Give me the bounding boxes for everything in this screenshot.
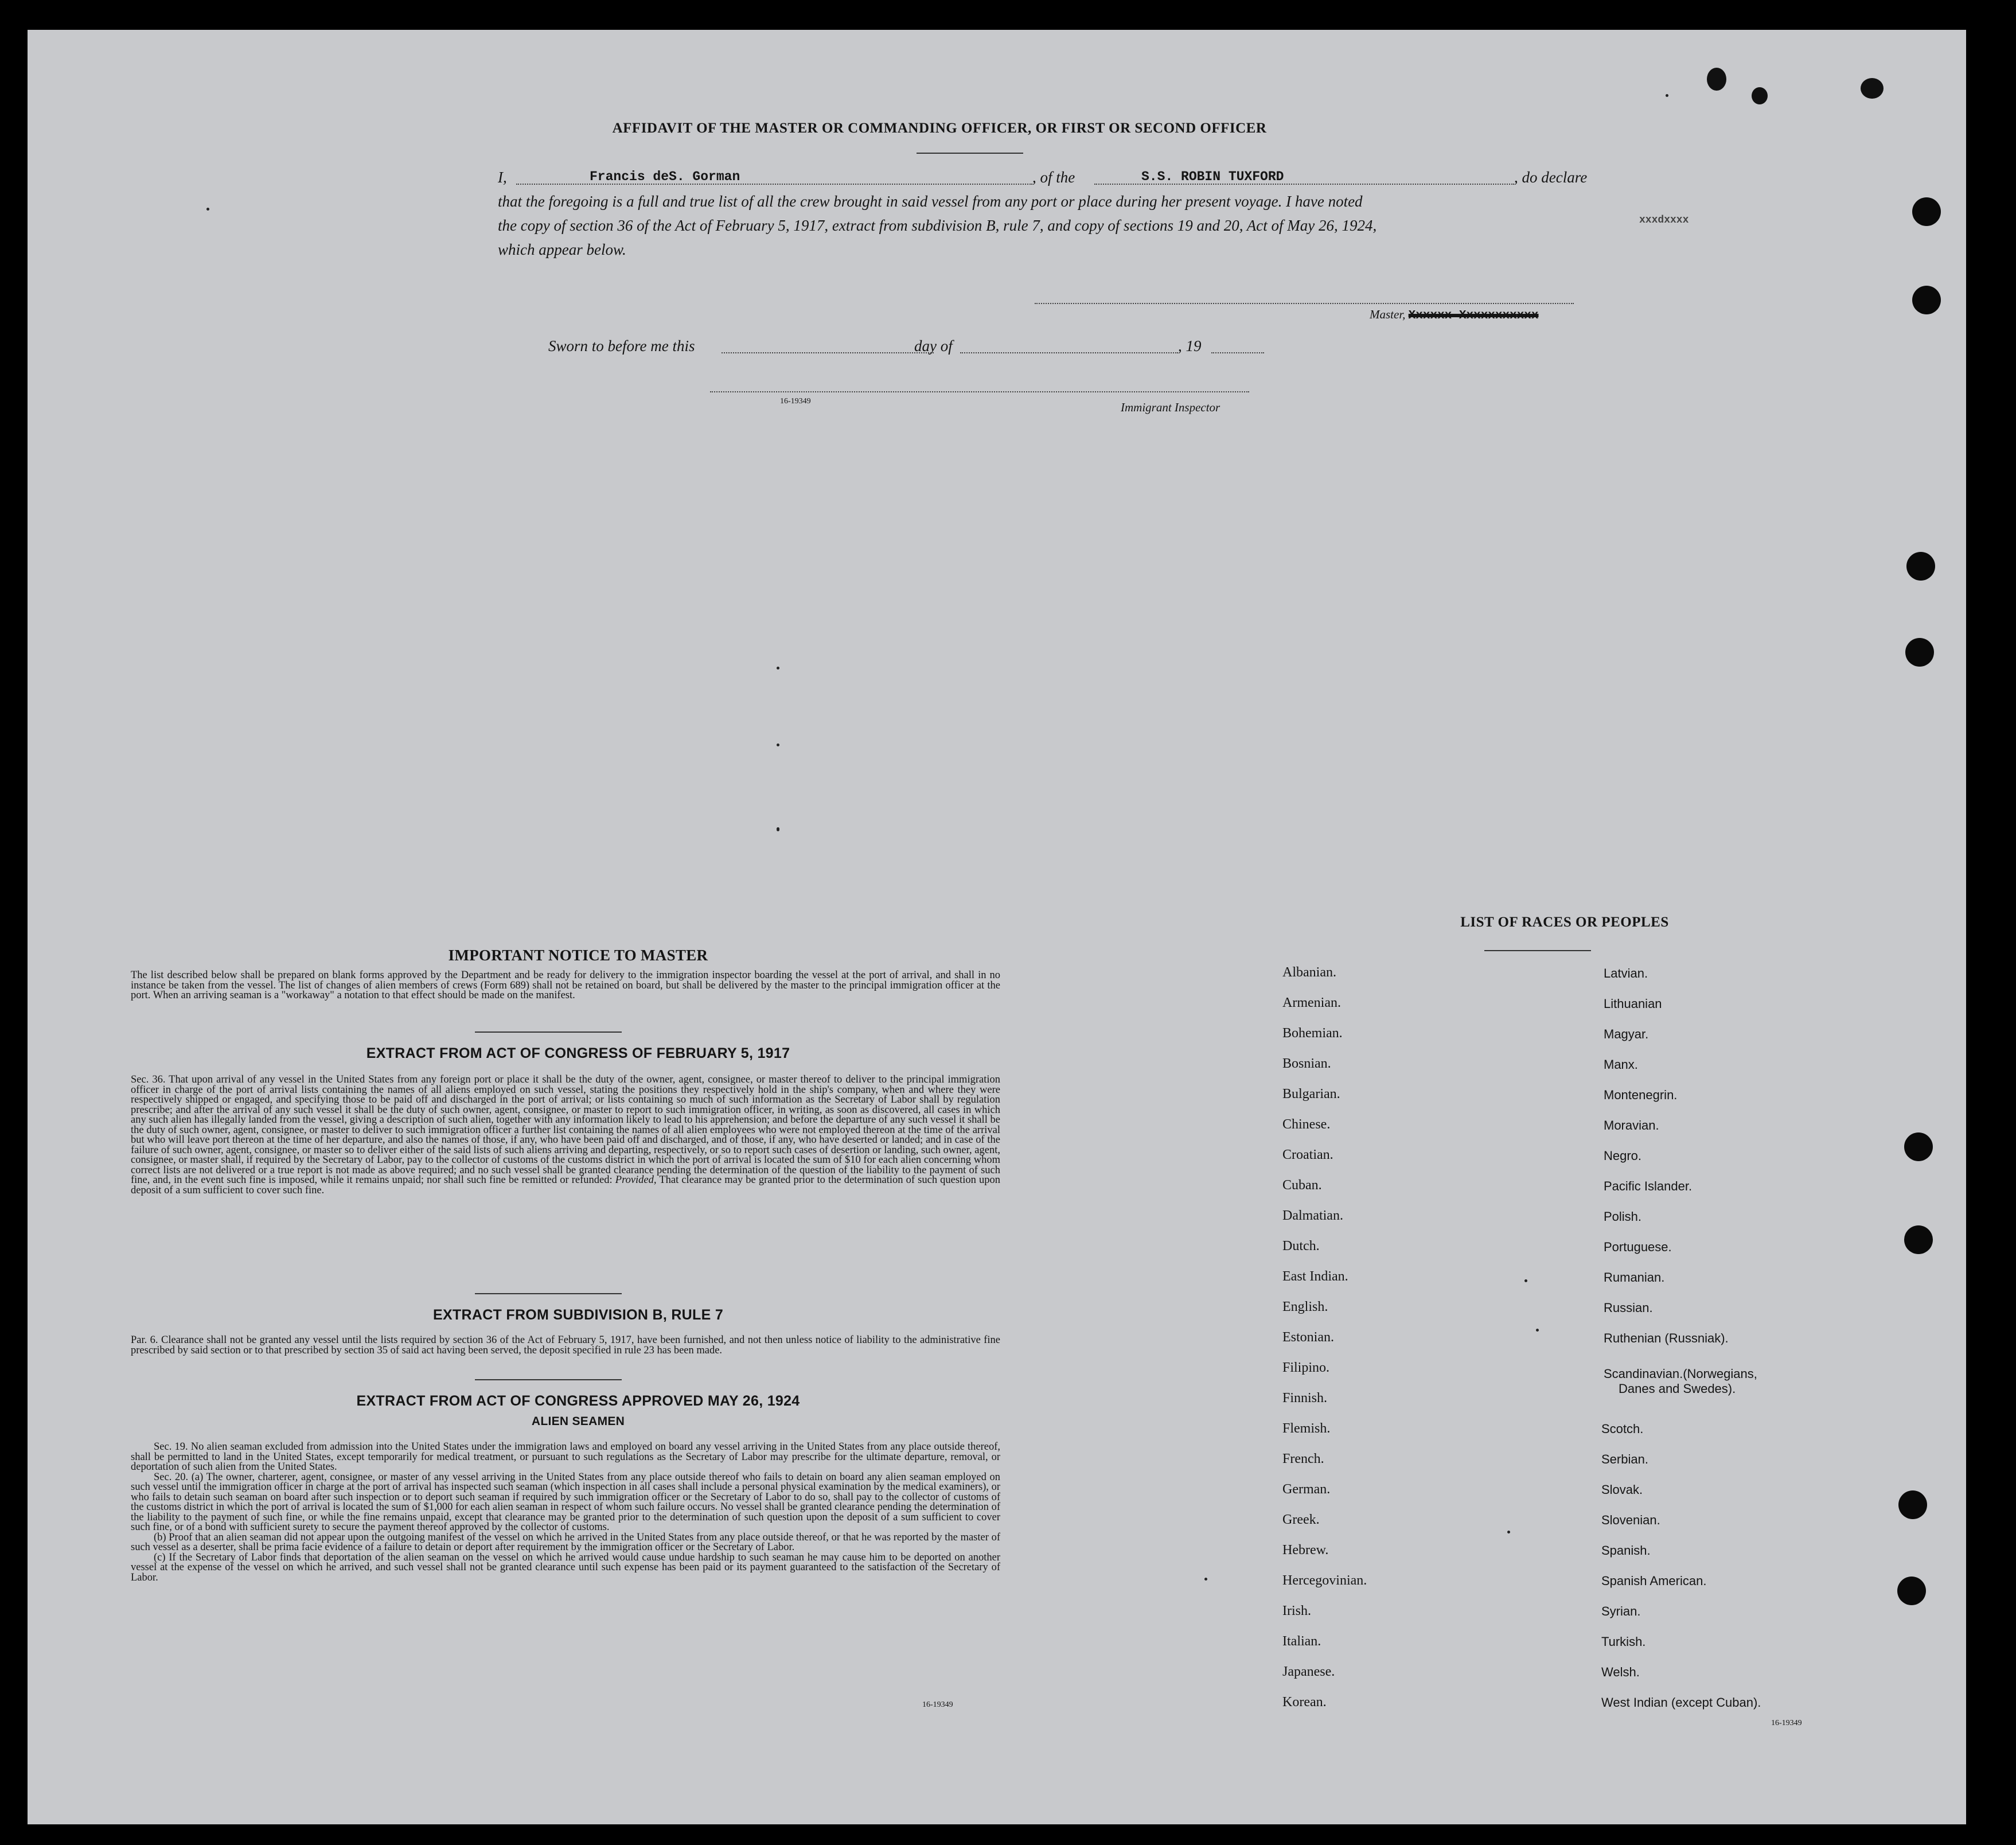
punch-hole	[1912, 197, 1941, 226]
sworn-date-line	[722, 352, 934, 353]
speck	[1536, 1329, 1539, 1332]
race-item: Welsh.	[1601, 1665, 1640, 1679]
race-item: Magyar.	[1604, 1027, 1649, 1041]
race-item: Finnish.	[1282, 1391, 1328, 1406]
speck	[206, 208, 209, 211]
race-item: Armenian.	[1282, 995, 1341, 1010]
race-item: Syrian.	[1601, 1604, 1641, 1618]
race-item: Albanian.	[1282, 965, 1336, 980]
race-item: Serbian.	[1601, 1452, 1648, 1466]
affidavit-form-number: 16-19349	[780, 397, 811, 406]
master-label: Master,	[1370, 308, 1406, 321]
race-item: Danes and Swedes).	[1619, 1381, 1736, 1396]
race-item: Negro.	[1604, 1149, 1642, 1163]
act-1917-title: EXTRACT FROM ACT OF CONGRESS OF FEBRUARY 5, 1917	[366, 1045, 790, 1061]
race-item: Scandinavian.(Norwegians,	[1604, 1367, 1757, 1381]
sec-20c-text: (c) If the Secretary of Labor finds that deportation of the alien seaman on the vessel on which he arrived would cause undue hardship to such seaman he may cause him to be deported on another vessel at the expense of the vessel on which he arrived, and such vessel shall not be granted clearance until such expense has been paid or its payment guaranteed to the satisfaction of the Secretary of Labor.	[131, 1551, 1000, 1583]
race-item: Flemish.	[1282, 1421, 1331, 1436]
act-1917-provided: Provided,	[615, 1174, 657, 1186]
race-item: Moravian.	[1604, 1118, 1659, 1132]
affidavit-body-line1: that the foregoing is a full and true list of all the crew brought in said vessel from any port or place during her present voyage. I have noted	[498, 193, 1363, 210]
master-struck-suffix: xxx	[1516, 309, 1539, 322]
affidavit-prefix: I,	[498, 169, 507, 186]
race-item: Ruthenian (Russniak).	[1604, 1331, 1729, 1345]
race-item: Polish.	[1604, 1209, 1642, 1224]
ink-blot	[1861, 78, 1884, 99]
race-item: East Indian.	[1282, 1269, 1348, 1284]
sec-20b-text: (b) Proof that an alien seaman did not appear upon the outgoing manifest of the vessel on which he arrived in the United States from any place outside thereof, or that he was reported by the master of such vessel as a deserter, shall be prima facie evidence of a failure to detain or deport after requirement by the immigration officer or the Secretary of Labor.	[131, 1531, 1000, 1553]
punch-hole	[1898, 1490, 1927, 1519]
stray-mark: xxxdxxxx	[1639, 215, 1689, 226]
race-item: Croatian.	[1282, 1147, 1333, 1162]
speck	[777, 667, 779, 670]
sec-19-text: Sec. 19. No alien seaman excluded from admission into the United States under the immigration laws and employed on board any vessel arriving in the United States from any place outside thereof, shall be permitted to land in the United States, except temporarily for medical treatment, or pursuant to such regulations as the Secretary of Labor may prescribe for the ultimate departure, removal, or deportation of such alien from the United States.	[131, 1441, 1000, 1473]
speck	[1666, 94, 1668, 97]
sec-20a-text: Sec. 20. (a) The owner, charterer, agent, consignee, or master of any vessel arriving in the United States from any place outside thereof who fails to detain on board any alien seaman employed on such vessel until the immigration officer in charge at the port of arrival has inspected such seaman (which inspection in all cases shall include a personal physical examination by the medical examiners), or who fails to detain such seaman on board after such inspection or to deport such seaman if required by such immigration officer or the Secretary of Labor to do so, shall pay to the collector of customs of the customs district in which the port of arrival is located the sum of $1,000 for each alien seaman in respect of whom such failure occurs. No vessel shall be granted clearance pending the determination of the liability to the payment of such fine, or while the fine remains unpaid, except that clearance may be granted prior to the determination of such question upon the deposit of a sum sufficient to cover such fine, or of a bond with sufficient surety to secure the payment thereof approved by the collector of customs.	[131, 1471, 1000, 1533]
punch-hole	[1905, 638, 1934, 667]
inspector-label: Immigrant Inspector	[1121, 400, 1220, 414]
race-item: Pacific Islander.	[1604, 1179, 1693, 1193]
affidavit-body-line3: which appear below.	[498, 241, 626, 258]
race-item: Italian.	[1282, 1634, 1321, 1649]
ink-blot	[1752, 87, 1768, 104]
rule-7-title: EXTRACT FROM SUBDIVISION B, RULE 7	[432, 1307, 724, 1323]
affidavit-title: AFFIDAVIT OF THE MASTER OR COMMANDING OFFICER, OR FIRST OR SECOND OFFICER	[612, 120, 1267, 136]
punch-hole	[1904, 1132, 1933, 1161]
race-item: Korean.	[1282, 1695, 1327, 1710]
race-item: Irish.	[1282, 1603, 1311, 1618]
race-item: Latvian.	[1604, 966, 1648, 980]
section-rule	[475, 1032, 622, 1033]
race-item: French.	[1282, 1451, 1324, 1466]
act-form-number: 16-19349	[922, 1700, 953, 1709]
sworn-prefix: Sworn to before me this	[548, 337, 695, 355]
speck	[1524, 1279, 1527, 1282]
speck	[1204, 1578, 1207, 1581]
act-1924-text	[131, 1442, 1000, 1583]
races-form-number: 16-19349	[1771, 1719, 1802, 1727]
punch-hole	[1897, 1577, 1926, 1605]
race-item: Hebrew.	[1282, 1543, 1329, 1558]
notice-text: The list described below shall be prepared on blank forms approved by the Department and be ready for delivery to the immigration inspector boarding the vessel at the port of arrival, and shall in no instance be taken from the vessel. The list of changes of alien members of crews (Form 689) shall not be retained on board, but shall be delivered by the master to the principal immigration officer at the port. When an arriving seaman is a "workaway" a notation to that effect should be made on the manifest.	[131, 970, 1000, 1001]
sworn-day-label: day of	[914, 337, 953, 355]
race-item: Slovak.	[1601, 1482, 1643, 1497]
race-item: Scotch.	[1601, 1422, 1644, 1436]
race-item: Bohemian.	[1282, 1026, 1343, 1041]
race-item: Rumanian.	[1604, 1270, 1665, 1285]
sworn-year-label: , 19	[1178, 337, 1202, 355]
vessel-name: S.S. ROBIN TUXFORD	[1141, 169, 1284, 184]
race-item: Greek.	[1282, 1512, 1320, 1527]
section-rule	[475, 1293, 622, 1294]
speck	[777, 744, 779, 746]
punch-hole	[1906, 552, 1935, 581]
sworn-month-line	[960, 352, 1178, 353]
punch-hole	[1912, 286, 1941, 314]
do-declare-label: , do declare	[1514, 169, 1588, 186]
race-item: Manx.	[1604, 1057, 1638, 1072]
act-1924-subtitle: ALIEN SEAMEN	[531, 1415, 625, 1428]
race-item: Dutch.	[1282, 1239, 1320, 1254]
act-1917-body: Sec. 36. That upon arrival of any vessel in the United States from any foreign port or place it shall be the duty of the owner, agent, consignee, or master thereof to deliver to the principal immigration officer in charge of the port of arrival lists containing the names of all aliens employed on such vessel, stating the positions they respectively hold in the ship's company, when and where they were respectively shipped or engaged, and specifying those to be paid off and discharged in the port of arrival; or lists containing so much of such information as the Secretary of Labor shall by regulation prescribe; and after the arrival of any such vessel it shall be the duty of such owner, agent, consignee, or master to report to such immigration officer, in writing, as soon as discovered, all cases in which any such alien has illegally landed from the vessel, giving a description of such alien, together with any information likely to lead to his apprehension; and before the departure of any such vessel it shall be the duty of such owner, agent, consignee, or master to deliver to such immigration officer a further list containing the names of all alien employees who were not employed thereon at the time of the arrival but who will leave port thereon at the time of her departure, and also the names of those, if any, who have been paid off and discharged, and of those, if any, who have deserted or landed; and in case of the failure of such owner, agent, consignee, or master so to deliver either of the said lists of such aliens arriving and departing, respectively, or so to report such cases of desertion or landing, such owner, agent, consignee, or master shall, if required by the Secretary of Labor, pay to the collector of customs of the customs district in which the port of arrival is located the sum of $10 for each alien concerning whom correct lists are not delivered or a true report is not made as above required; and no such vessel shall be granted clearance pending the determination of the question of the liability to the payment of such fine, and, in the event such fine is imposed, while it remains unpaid; nor shall such fine be remitted or refunded:	[131, 1074, 1000, 1186]
act-1917-body-end: That clearance may be granted prior to the determination of such question upon deposit of a sum sufficient to cover such fine.	[131, 1174, 1000, 1196]
race-item: Spanish.	[1601, 1543, 1651, 1558]
of-the-label: , of the	[1032, 169, 1075, 186]
race-item: Montenegrin.	[1604, 1088, 1678, 1102]
form-page	[28, 30, 1966, 1824]
act-1924-title: EXTRACT FROM ACT OF CONGRESS APPROVED MAY 26, 1924	[356, 1393, 800, 1409]
inspector-signature-line	[710, 391, 1249, 392]
race-item: Russian.	[1604, 1301, 1653, 1315]
officer-name: Francis deS. Gorman	[590, 169, 740, 184]
race-item: German.	[1282, 1482, 1331, 1497]
master-signature-block	[1370, 308, 1539, 322]
speck	[777, 827, 779, 830]
master-signature-line	[1035, 303, 1574, 304]
race-item: West Indian (except Cuban).	[1601, 1695, 1761, 1710]
race-item: Lithuanian	[1604, 997, 1662, 1011]
race-item: Estonian.	[1282, 1330, 1334, 1345]
race-item: Slovenian.	[1601, 1513, 1660, 1527]
ink-blot	[1707, 68, 1726, 91]
master-struck-text: Xxxxxx Xxxxxxxx	[1408, 309, 1517, 322]
races-title: LIST OF RACES OR PEOPLES	[1460, 914, 1669, 930]
section-rule	[475, 1379, 622, 1380]
speck	[1507, 1531, 1510, 1533]
notice-title: IMPORTANT NOTICE TO MASTER	[448, 947, 708, 964]
race-item: Bulgarian.	[1282, 1087, 1340, 1101]
race-item: Japanese.	[1282, 1664, 1335, 1679]
race-item: Portuguese.	[1604, 1240, 1672, 1254]
race-item: Hercegovinian.	[1282, 1573, 1367, 1588]
title-rule	[917, 153, 1023, 154]
race-item: Chinese.	[1282, 1117, 1331, 1132]
race-item: Cuban.	[1282, 1178, 1322, 1193]
act-1917-text	[131, 1075, 1000, 1196]
race-item: Dalmatian.	[1282, 1208, 1343, 1223]
race-item: English.	[1282, 1299, 1328, 1314]
rule-7-text: Par. 6. Clearance shall not be granted any vessel until the lists required by section 36 of the Act of February 5, 1917, have been furnished, and not then unless notice of liability to the administrative fine prescribed by said section or to that prescribed by section 35 of said act having been served, the deposit specified in rule 23 has been made.	[131, 1334, 1000, 1356]
affidavit-body-line2: the copy of section 36 of the Act of February 5, 1917, extract from subdivision B, rule 7, and copy of sections 19 and 20, Act of May 26, 1924,	[498, 217, 1377, 234]
race-item: Filipino.	[1282, 1360, 1330, 1375]
races-title-rule	[1484, 950, 1591, 951]
race-item: Spanish American.	[1601, 1574, 1707, 1588]
race-item: Bosnian.	[1282, 1056, 1331, 1071]
punch-hole	[1904, 1225, 1933, 1254]
race-item: Turkish.	[1601, 1634, 1646, 1649]
sworn-year-line	[1211, 352, 1264, 353]
